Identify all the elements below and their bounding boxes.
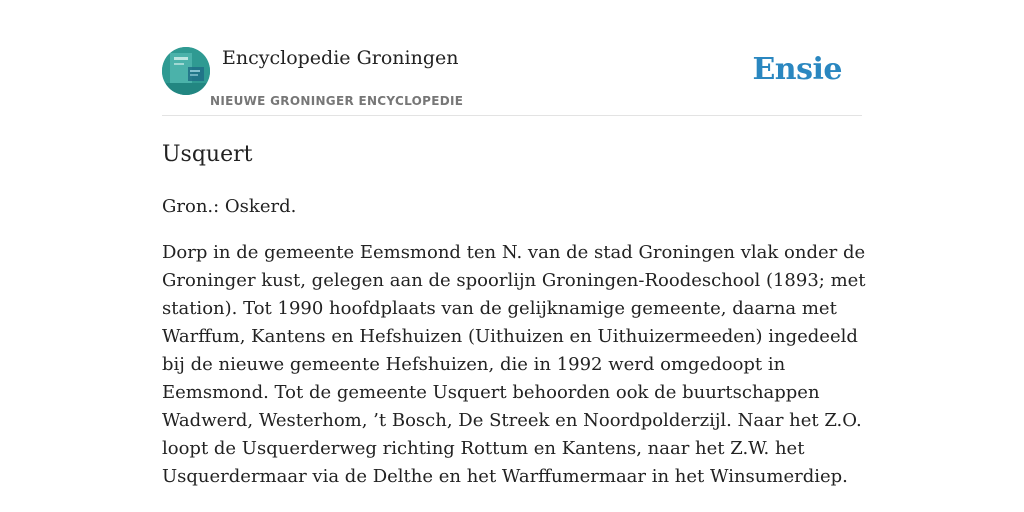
site-header <box>162 0 862 116</box>
site-subtitle: NIEUWE GRONINGER ENCYCLOPEDIE <box>210 94 464 108</box>
page <box>162 0 866 512</box>
site-title[interactable]: Encyclopedie Groningen <box>222 47 459 69</box>
article-body: Dorp in de gemeente Eemsmond ten N. van de stad Groningen vlak onder de Groninger kust, gelegen aan de spoorlijn Groningen-Roodeschool (1893; met station). Tot 1990 hoofdplaats van de gelijknamige gemeente, daarna met Warffum, Kantens en Hefshuizen (Uithuizen en Uithuizermeeden) ingedeeld bij de nieuwe gemeente Hefshuizen, die in 1992 werd omgedoopt in Eemsmond. Tot de gemeente Usquert behoorden ook de buurtschappen Wadwerd, Westerhom, ’t Bosch, De Streek en Noordpolderzijl. Naar het Z.O. loopt de Usquerderweg richting Rottum en Kantens, naar het Z.W. het Usquerdermaar via de Delthe en het Warffumermaar in het Winsumerdiep. <box>162 242 866 487</box>
article-title: Usquert <box>162 142 253 167</box>
article-lead: Gron.: Oskerd. <box>162 196 297 217</box>
encyclopedia-cover-icon <box>162 47 210 95</box>
encyclopedia-logo-icon[interactable] <box>162 47 210 95</box>
ensie-brand-link[interactable]: Ensie <box>752 52 842 87</box>
